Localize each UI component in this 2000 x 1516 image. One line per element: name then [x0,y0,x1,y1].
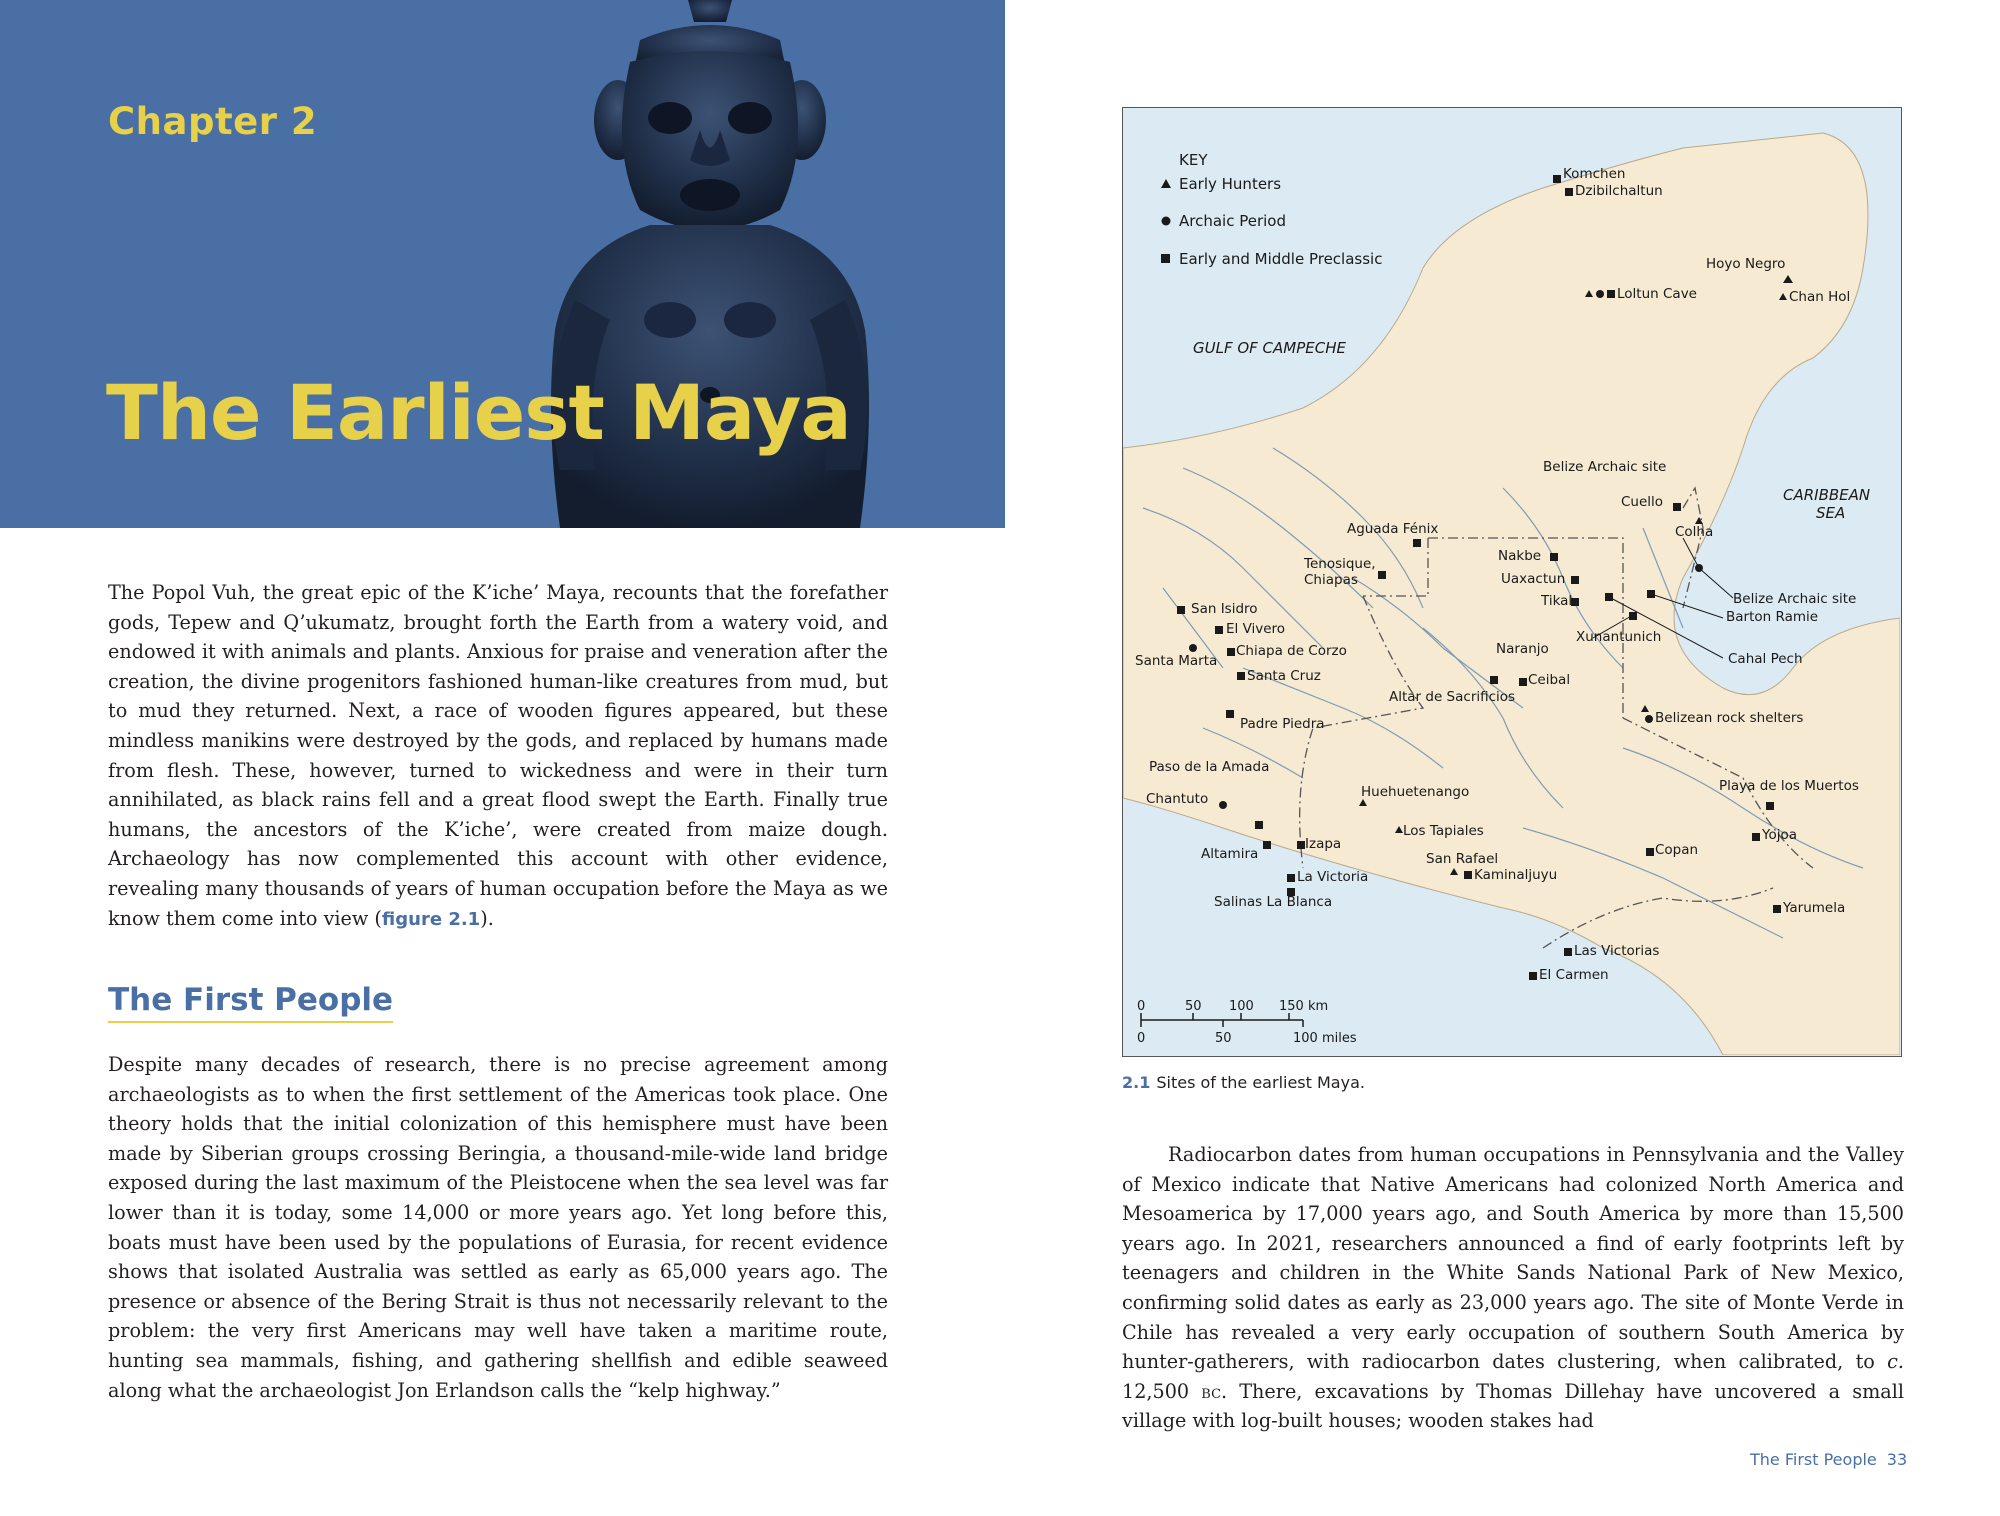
map-figure [1122,107,1902,1057]
site-cahal-pech: Cahal Pech [1728,651,1803,667]
map-svg [1123,108,1900,1055]
scale-km-0: 0 [1137,999,1146,1014]
site-santa-marta: Santa Marta [1135,653,1218,669]
site-tenosique: Tenosique, [1304,556,1376,572]
key-preclassic: Early and Middle Preclassic [1179,250,1383,268]
site-izapa: Izapa [1305,836,1342,852]
site-yarumela: Yarumela [1783,900,1846,916]
site-chan-hol: Chan Hol [1789,289,1851,305]
scale-bar [1137,999,1357,1046]
intro-paragraph [108,578,888,934]
site-los-tapiales: Los Tapiales [1403,823,1484,839]
figure-caption [1122,1073,1365,1092]
site-el-carmen: El Carmen [1539,967,1609,983]
site-naranjo: Naranjo [1496,641,1549,657]
page-number: 33 [1886,1450,1908,1469]
site-uaxactun: Uaxactun [1501,571,1566,587]
key-early-hunters: Early Hunters [1179,175,1282,193]
caribbean-label-line1: CARIBBEAN [1783,486,1871,504]
chapter-hero-banner [0,0,1005,528]
site-belizean-rock-shelters: Belizean rock shelters [1655,710,1804,726]
site-hoyo-negro: Hoyo Negro [1706,256,1786,272]
site-chiapa-de-corzo: Chiapa de Corzo [1236,643,1347,659]
site-tenosique-chiapas: Chiapas [1304,572,1358,588]
site-belize-archaic-2: Belize Archaic site [1733,591,1857,607]
radiocarbon-paragraph [1122,1140,1904,1436]
gulf-label: GULF OF CAMPECHE [1193,339,1346,357]
site-padre-piedra: Padre Piedra [1240,716,1325,732]
site-ceibal: Ceibal [1528,672,1571,688]
triangle-icon [1161,179,1171,188]
site-altar-de-sacrificios: Altar de Sacrificios [1389,689,1516,705]
site-aguada-fenix: Aguada Fénix [1347,521,1439,537]
site-barton-ramie: Barton Ramie [1726,609,1819,625]
radiocarbon-end-text: . There, excavations by Thomas Dillehay have uncovered a small village with log-built houses; wooden stakes had [1122,1379,1904,1433]
site-copan: Copan [1655,842,1699,858]
section-heading: The First People [108,982,393,1023]
caribbean-label-line2: SEA [1816,504,1846,522]
square-icon [1161,254,1170,263]
chapter-title: The Earliest Maya [106,368,851,457]
scale-km-50: 50 [1185,999,1202,1014]
figure-reference-link[interactable]: figure 2.1 [381,908,481,930]
intro-text: The Popol Vuh, the great epic of the K’iche’ Maya, recounts that the forefather gods, Tepew and Q’ukumatz, brought forth the Earth from a watery void, and endowed it with animals and plants. Anxious for praise and veneration after the creation, the divine progenitors fashioned human-like creatures from mud, but to mud they returned. Next, a race of wooden figures appeared, but these mindless manikins were destroyed by the gods, and replaced by humans made from flesh. These, however, turned to wickedness and were in their turn annihilated, as black rains fell and a great flood swept the Earth. Finally true humans, the ancestors of the K’iche’, were created from maize dough. Archaeology has now complemented this account with other evidence, revealing many thousands of years of human occupation before the Maya as we know them come into view ( [108,581,888,930]
site-belize-archaic-1: Belize Archaic site [1543,459,1667,475]
radiocarbon-date: 12,500 [1122,1379,1202,1403]
site-loltun-cave: Loltun Cave [1617,286,1697,302]
site-playa-de-los-muertos: Playa de los Muertos [1719,778,1859,794]
scale-mi-100: 100 miles [1293,1031,1357,1046]
site-paso-de-la-amada: Paso de la Amada [1149,759,1270,775]
site-el-vivero: El Vivero [1226,621,1286,637]
site-altamira: Altamira [1201,846,1259,862]
site-la-victoria: La Victoria [1297,869,1369,885]
intro-end-text: ). [480,906,494,930]
site-salinas-la-blanca: Salinas La Blanca [1214,894,1333,910]
site-huehuetenango: Huehuetenango [1361,784,1470,800]
site-komchen: Komchen [1563,166,1626,182]
site-chantuto: Chantuto [1146,791,1209,807]
site-xunantunich: Xunantunich [1576,629,1662,645]
key-archaic-period: Archaic Period [1179,212,1286,230]
chapter-number: Chapter 2 [108,100,318,143]
site-dzibilchaltun: Dzibilchaltun [1575,183,1663,199]
site-nakbe: Nakbe [1498,548,1542,564]
scale-km-100: 100 [1229,999,1254,1014]
figure-caption-text: Sites of the earliest Maya. [1156,1073,1365,1092]
site-san-isidro: San Isidro [1191,601,1258,617]
site-colha: Colha [1675,524,1714,540]
figure-number: 2.1 [1122,1073,1151,1092]
circle-icon [1162,217,1171,226]
bc-abbrev: bc [1201,1379,1222,1403]
circa-abbrev: c. [1887,1350,1904,1374]
site-kaminaljuyu: Kaminaljuyu [1474,867,1558,883]
scale-mi-0: 0 [1137,1031,1146,1046]
site-tikal: Tikal [1541,593,1573,609]
radiocarbon-text: Radiocarbon dates from human occupations in Pennsylvania and the Valley of Mexico indicate that Native Americans had colonized North America and Mesoamerica by 17,000 years ago, and South America by more than 15,500 years ago. In 2021, researchers announced a find of early footprints left by teenagers and children in the White Sands National Park of New Mexico, confirming solid dates as early as 23,000 years ago. The site of Monte Verde in Chile has revealed a very early occupation of southern South America by hunter-gatherers, with radiocarbon dates clustering, when calibrated, to [1122,1143,1904,1374]
site-las-victorias: Las Victorias [1574,943,1660,959]
site-san-rafael: San Rafael [1426,851,1499,867]
map-key [1161,151,1382,268]
site-santa-cruz: Santa Cruz [1247,668,1321,684]
site-yojoa: Yojoa [1762,827,1797,843]
site-cuello: Cuello [1621,494,1664,510]
first-people-paragraph: Despite many decades of research, there is no precise agreement among archaeologists as to when the first settlement of the Americas took place. One theory holds that the initial colonization of this hemisphere must have been made by Siberian groups crossing Beringia, a thousand-mile-wide land bridge exposed during the last maximum of the Pleistocene when the sea level was far lower than it is today, some 14,000 or more years ago. Yet long before this, boats must have been used by the populations of Eurasia, for recent evidence shows that isolated Australia was settled as early as 65,000 years ago. The presence or absence of the Bering Strait is thus not necessarily relevant to the problem: the very first Americans may well have taken a maritime route, hunting sea mammals, fishing, and gathering shellfish and edible seaweed along what the archaeologist Jon Erlandson calls the “kelp highway.” [108,1053,888,1402]
key-title: KEY [1179,151,1208,169]
running-footer [1750,1450,1907,1469]
scale-mi-50: 50 [1215,1031,1232,1046]
footer-section: The First People [1750,1450,1877,1469]
scale-km-150: 150 km [1279,999,1329,1014]
